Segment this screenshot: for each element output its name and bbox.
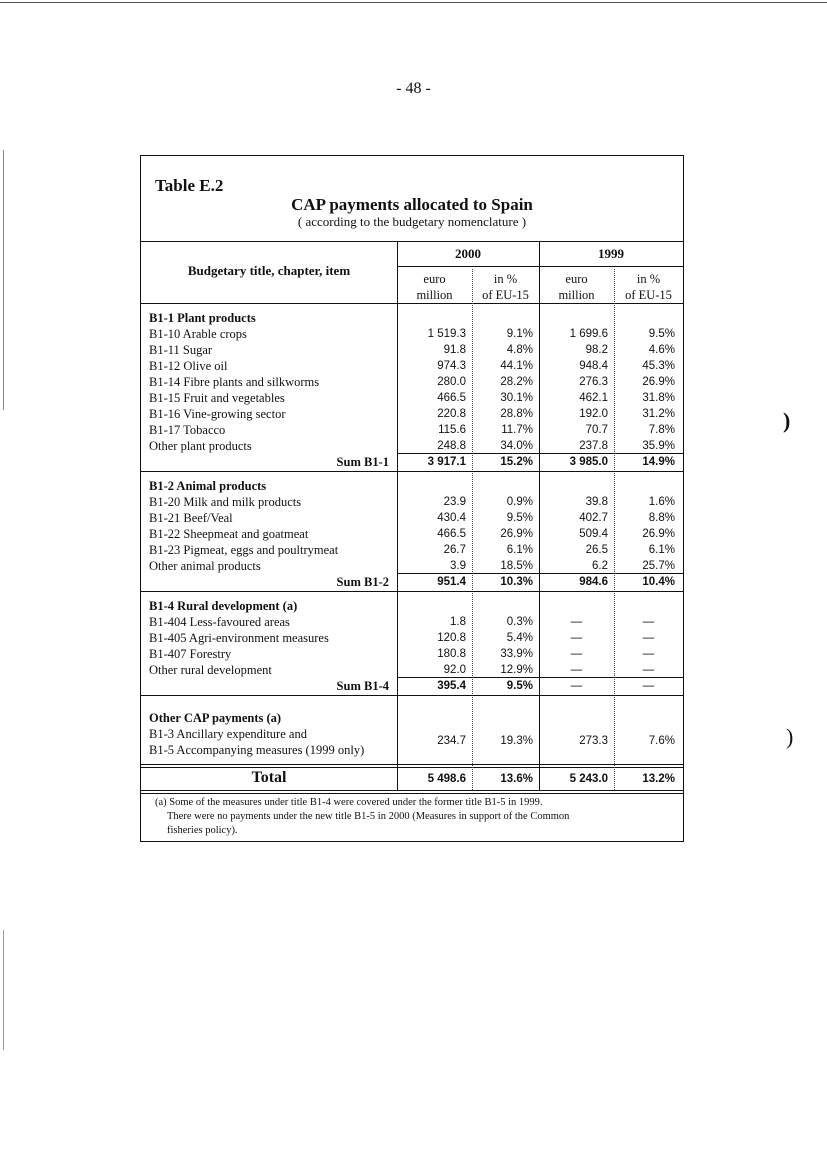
cell-value-1999: 462.1 — [579, 392, 608, 404]
row-label: Other rural development — [149, 663, 272, 677]
cell-value-1999: — — [570, 648, 583, 660]
row-label: B1-15 Fruit and vegetables — [149, 391, 285, 405]
rule — [141, 767, 683, 768]
row-label: B1-22 Sheepmeat and goatmeat — [149, 527, 309, 541]
cell-pct-1999: 8.8% — [648, 512, 675, 524]
sum-label: Sum B1-4 — [336, 679, 389, 693]
row-label: B1-11 Sugar — [149, 343, 213, 357]
row-label: B1-12 Olive oil — [149, 359, 228, 373]
rule — [141, 471, 683, 472]
cell-value-1999: 1 699.6 — [569, 328, 608, 340]
header-year-2000: 2000 — [455, 246, 481, 261]
header-pct: in % — [493, 272, 518, 286]
cell-pct-1999: 1.6% — [648, 496, 675, 508]
cell-pct-2000: 11.7% — [501, 424, 533, 436]
cell-pct-2000: 18.5% — [500, 560, 533, 572]
cell-value-2000: 466.5 — [437, 392, 466, 404]
rule — [397, 677, 683, 678]
rule — [141, 241, 683, 242]
footnote-line: There were no payments under the new title B1-5 in 2000 (Measures in support of the Common — [167, 811, 570, 822]
cell-value-1999: — — [570, 664, 583, 676]
cell-pct-1999: 26.9% — [642, 376, 675, 388]
row-label: B1-16 Vine-growing sector — [149, 407, 286, 421]
cell-value-1999: 237.8 — [579, 440, 608, 452]
cell-value-1999: 26.5 — [585, 544, 608, 556]
section-title: B1-4 Rural development (a) — [149, 599, 298, 613]
cell-pct-2000: 44.1% — [500, 360, 533, 372]
row-label: B1-10 Arable crops — [149, 327, 247, 341]
cell-pct-1999: 31.2% — [642, 408, 675, 420]
rule — [397, 453, 683, 454]
scan-edge-left — [3, 150, 4, 410]
cell-pct-1999: — — [642, 648, 655, 660]
cell-pct-2000: 6.1% — [506, 544, 533, 556]
sum-pct-2000: 9.5% — [506, 680, 533, 692]
row-label: B1-5 Accompanying measures (1999 only) — [149, 743, 365, 757]
total-value-1999: 5 243.0 — [569, 773, 608, 785]
section-title: Other CAP payments (a) — [149, 711, 282, 725]
rule — [141, 793, 683, 794]
cell-pct-1999: 35.9% — [642, 440, 675, 452]
rule — [141, 303, 683, 304]
rule — [141, 764, 683, 765]
cell-pct-1999: 6.1% — [648, 544, 675, 556]
cell-value-2000: 248.8 — [437, 440, 466, 452]
section-title: B1-1 Plant products — [149, 311, 256, 325]
scan-edge-left-lower — [3, 930, 4, 1050]
sum-value-1999: 984.6 — [579, 576, 608, 588]
sum-pct-1999: 10.4% — [642, 576, 675, 588]
table-frame — [140, 155, 684, 842]
rule — [141, 790, 683, 791]
cell-value-1999: 948.4 — [579, 360, 608, 372]
row-label: B1-21 Beef/Veal — [149, 511, 233, 525]
cell-pct-2000: 34.0% — [500, 440, 533, 452]
cell-value-1999: 276.3 — [579, 376, 608, 388]
cell-pct-1999: 7.6% — [648, 735, 675, 747]
cell-pct-2000: 26.9% — [500, 528, 533, 540]
rule — [397, 573, 683, 574]
cell-pct-1999: — — [642, 664, 655, 676]
row-label: Other plant products — [149, 439, 252, 453]
cell-pct-1999: 31.8% — [642, 392, 675, 404]
cell-value-2000: 92.0 — [443, 664, 466, 676]
sum-label: Sum B1-2 — [336, 575, 389, 589]
sum-value-2000: 395.4 — [437, 680, 466, 692]
cell-pct-1999: 26.9% — [642, 528, 675, 540]
sum-value-2000: 951.4 — [437, 576, 466, 588]
cell-pct-2000: 33.9% — [500, 648, 533, 660]
cell-pct-1999: — — [642, 616, 655, 628]
cell-pct-1999: 45.3% — [642, 360, 675, 372]
header-year-1999: 1999 — [598, 246, 624, 261]
cell-value-2000: 1 519.3 — [427, 328, 466, 340]
cell-pct-2000: 0.3% — [506, 616, 533, 628]
row-label: B1-14 Fibre plants and silkworms — [149, 375, 320, 389]
cell-value-2000: 430.4 — [437, 512, 466, 524]
sum-value-2000: 3 917.1 — [427, 456, 466, 468]
cell-pct-2000: 0.9% — [506, 496, 533, 508]
section-title: B1-2 Animal products — [149, 479, 267, 493]
cell-pct-2000: 28.2% — [500, 376, 533, 388]
header-euro: euro — [423, 272, 446, 286]
sum-label: Sum B1-1 — [336, 455, 389, 469]
cell-pct-2000: 5.4% — [506, 632, 533, 644]
scan-artifact: ) — [783, 408, 791, 433]
cell-value-2000: 466.5 — [437, 528, 466, 540]
cell-value-2000: 120.8 — [437, 632, 466, 644]
cell-pct-1999: 7.8% — [648, 424, 675, 436]
cell-pct-2000: 9.5% — [506, 512, 533, 524]
row-label: B1-17 Tobacco — [149, 423, 226, 437]
header-euro: euro — [565, 272, 588, 286]
header-million: million — [416, 288, 453, 302]
cell-value-1999: 39.8 — [585, 496, 608, 508]
sum-pct-1999: 14.9% — [642, 456, 675, 468]
cell-value-1999: 509.4 — [579, 528, 608, 540]
cell-value-2000: 115.6 — [438, 424, 466, 436]
table-id: Table E.2 — [155, 176, 224, 195]
rule — [141, 591, 683, 592]
sum-pct-1999: — — [642, 680, 655, 692]
cell-value-2000: 23.9 — [443, 496, 466, 508]
total-pct-1999: 13.2% — [642, 773, 675, 785]
total-label: Total — [251, 769, 287, 786]
header-of-eu15: of EU-15 — [625, 288, 672, 302]
footnote — [155, 796, 675, 838]
footnote-line: fisheries policy). — [167, 825, 238, 836]
cell-pct-1999: — — [642, 632, 655, 644]
row-label: B1-20 Milk and milk products — [149, 495, 302, 509]
sum-value-1999: 3 985.0 — [569, 456, 608, 468]
row-label: B1-23 Pigmeat, eggs and poultrymeat — [149, 543, 339, 557]
cell-value-2000: 91.8 — [443, 344, 466, 356]
rule — [141, 695, 683, 696]
cell-value-1999: — — [570, 616, 583, 628]
cell-value-2000: 974.3 — [437, 360, 466, 372]
cell-value-2000: 26.7 — [443, 544, 466, 556]
total-pct-2000: 13.6% — [500, 773, 533, 785]
cell-pct-2000: 4.8% — [506, 344, 533, 356]
cell-pct-1999: 4.6% — [648, 344, 675, 356]
sum-pct-2000: 15.2% — [500, 456, 533, 468]
cell-pct-2000: 9.1% — [506, 328, 533, 340]
cell-pct-2000: 30.1% — [500, 392, 533, 404]
total-value-2000: 5 498.6 — [427, 773, 466, 785]
sum-value-1999: — — [570, 680, 583, 692]
cell-pct-2000: 19.3% — [500, 735, 533, 747]
row-label: B1-3 Ancillary expenditure and — [149, 727, 307, 741]
cell-value-2000: 1.8 — [450, 616, 466, 628]
row-label: Other animal products — [149, 559, 261, 573]
rule — [397, 266, 683, 267]
sum-pct-2000: 10.3% — [500, 576, 533, 588]
table-subtitle: ( according to the budgetary nomenclature ) — [297, 214, 527, 229]
cell-value-1999: 192.0 — [579, 408, 608, 420]
cell-value-1999: 70.7 — [585, 424, 608, 436]
row-label: B1-407 Forestry — [149, 647, 232, 661]
scan-edge-top — [0, 2, 827, 3]
row-label: B1-405 Agri-environment measures — [149, 631, 329, 645]
header-pct: in % — [636, 272, 661, 286]
header-million: million — [558, 288, 595, 302]
cell-pct-1999: 9.5% — [648, 328, 675, 340]
table-title: CAP payments allocated to Spain — [291, 195, 533, 214]
cell-pct-2000: 28.8% — [500, 408, 533, 420]
cell-pct-2000: 12.9% — [500, 664, 533, 676]
cell-value-2000: 180.8 — [437, 648, 466, 660]
cell-value-2000: 234.7 — [437, 735, 466, 747]
page-number: - 48 - — [396, 80, 431, 97]
cell-value-1999: 98.2 — [585, 344, 608, 356]
cell-value-2000: 280.0 — [437, 376, 466, 388]
cell-value-1999: — — [570, 632, 583, 644]
footnote-line: (a) Some of the measures under title B1-4 were covered under the former title B1-5 in 1999. — [155, 797, 543, 808]
cell-value-1999: 6.2 — [592, 560, 608, 572]
cell-value-2000: 3.9 — [450, 560, 466, 572]
cell-value-2000: 220.8 — [437, 408, 466, 420]
header-label: Budgetary title, chapter, item — [187, 263, 351, 278]
cell-value-1999: 402.7 — [579, 512, 608, 524]
cell-value-1999: 273.3 — [579, 735, 608, 747]
cell-pct-1999: 25.7% — [642, 560, 675, 572]
scan-artifact: ) — [786, 724, 794, 749]
row-label: B1-404 Less-favoured areas — [149, 615, 290, 629]
header-of-eu15: of EU-15 — [482, 288, 529, 302]
